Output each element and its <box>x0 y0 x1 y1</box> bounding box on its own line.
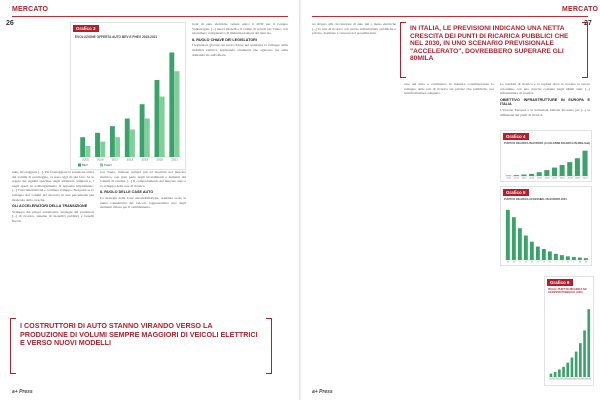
subheading: GLI ACCELERATORI DELLA TRANSIZIONE <box>12 204 88 209</box>
x-tick-label: B <box>513 261 515 264</box>
x-tick-label: C <box>519 261 521 264</box>
body-column-3 <box>500 270 540 384</box>
x-tick-label: 2026 <box>569 378 575 381</box>
figure-grafico-6 <box>544 276 594 386</box>
x-tick-label: M <box>579 261 581 264</box>
x-tick-label: 2015 <box>536 177 542 180</box>
bar <box>169 53 174 158</box>
x-tick-label: 2017 <box>552 177 558 180</box>
bar <box>542 249 546 260</box>
x-tick-label: 2012 <box>514 177 519 180</box>
figure-grafico-5 <box>500 186 592 266</box>
bar <box>579 343 582 377</box>
x-tick-label: 2021 <box>582 177 588 180</box>
legend-label: BEV <box>82 163 89 167</box>
x-tick-label: 2015 <box>82 157 89 162</box>
x-tick-label: 2021 <box>548 378 554 381</box>
body-paragraph: La strategia delle Case automobilistiche, orientata verso la piena connettività dei veicoli, rappresentano uno degli elementi chiave per il cambiamento. <box>100 195 186 210</box>
bar <box>552 168 557 176</box>
sidebar <box>500 82 590 124</box>
x-tick-label: 2018 <box>126 157 134 162</box>
bar <box>554 254 558 260</box>
x-tick-label: 2030 <box>586 378 592 381</box>
figure-label: Grafico 6 <box>547 279 573 286</box>
subheading: IL RUOLO CHIAVE DEI LEGISLATORI <box>192 37 257 42</box>
bar <box>566 256 570 260</box>
bar <box>584 258 588 260</box>
body-column-3 <box>192 22 288 310</box>
x-tick-label: 2019 <box>141 157 149 162</box>
x-tick-label: D <box>525 261 527 264</box>
bar <box>524 236 528 260</box>
x-tick-label: 2016 <box>96 157 104 162</box>
bar <box>80 137 85 157</box>
chart-grafico-4 <box>503 147 591 181</box>
legend-label: PHEV <box>104 163 113 167</box>
figure-caption: EVOLUZIONE OFFERTA AUTO BEV E PHEV 2015-2021 <box>75 35 158 39</box>
figure-grafico-3 <box>70 22 186 170</box>
bar <box>529 174 534 176</box>
figure-caption: ITALIA: PUNTI DI RICARICA AD ACCESSO PUBBLICO (.000) <box>548 288 587 294</box>
body-column-2 <box>404 82 494 384</box>
figure-label: Grafico 4 <box>503 133 529 140</box>
bar <box>571 358 574 377</box>
x-tick-label: 2022 <box>553 378 558 381</box>
body-paragraph: tori d'auto, iniziano sempre più ad investire nel mercato elettrico, con gran parte degli investimenti e aumenti dei volumi di vendita. [...] Il comportamento del mercato auto e lo sviluppo della rete di ricarica. <box>100 170 186 188</box>
body-paragraph: I legislatori giocano un ruolo chiave nel sostenere lo sviluppo della mobilità elettrica applicando strumenti che agiscono sia sulla domanda sia sull'offerta. <box>192 43 288 57</box>
bar <box>575 158 580 176</box>
publisher-logo: a+ Press <box>12 389 33 395</box>
callout-bracket-left <box>10 318 16 374</box>
bar <box>85 146 90 157</box>
subheading: IL RUOLO DELLE CASE AUTO <box>100 190 154 195</box>
x-tick-label: I <box>555 261 557 264</box>
bar <box>125 119 130 158</box>
page-number: 26 <box>6 20 14 27</box>
figure-label: Grafico 5 <box>503 189 529 196</box>
bar <box>145 119 150 158</box>
bar <box>115 137 120 157</box>
x-tick-label: H <box>549 261 551 264</box>
bar <box>140 104 145 157</box>
callout-bracket-left <box>400 22 406 78</box>
body-column-1 <box>12 170 94 310</box>
x-tick-label: 2027 <box>574 378 579 381</box>
callout-quote: IN ITALIA, LE PREVISIONI INDICANO UNA NETTA CRESCITA DEI PUNTI DI RICARICA PUBBLICI CHE NEL 2030, IN UNO SCENARIO PREVISIONALE "ACCELERATO", DOVREBBERO SUPERARE GLI 80MILA <box>410 25 569 63</box>
x-tick-label: 2014 <box>529 177 535 180</box>
x-tick-label: 2017 <box>111 157 119 162</box>
bar <box>100 142 105 157</box>
bar <box>548 251 552 260</box>
x-tick-label: L <box>573 261 575 264</box>
bar <box>175 71 180 157</box>
bar <box>514 175 519 176</box>
x-tick-label: 2018 <box>559 177 565 180</box>
x-tick-label: 2013 <box>521 177 527 180</box>
body-column-2 <box>100 170 186 310</box>
right-page <box>300 0 600 400</box>
x-tick-label: 2020 <box>156 157 164 162</box>
chart-grafico-5 <box>503 203 591 265</box>
publisher-logo: a+ Press <box>312 389 333 395</box>
x-tick-label: K <box>567 261 569 264</box>
body-paragraph: tioni di auto elettriche venute entro il 2030 per il Gruppo Volkswagen. [...] nuovi modelli e il ordine di veicoli per l'anno, con un numero complessivo di immatricolazioni del mercato. <box>192 22 288 36</box>
chart-grafico-6 <box>547 303 593 383</box>
x-tick-label: A <box>507 261 509 264</box>
bar <box>560 165 565 176</box>
x-tick-label: 2023 <box>557 378 562 381</box>
x-tick-label: 2019 <box>567 177 573 180</box>
x-tick-label: N <box>585 261 587 264</box>
x-tick-label: 2028 <box>578 378 583 381</box>
bar <box>544 170 549 176</box>
x-tick-label: 2025 <box>565 378 571 381</box>
x-tick-label: 2021 <box>171 157 178 162</box>
bar <box>160 97 165 158</box>
bar <box>575 352 578 377</box>
bar <box>518 228 522 260</box>
body-column-1 <box>312 22 396 384</box>
bar <box>512 217 516 260</box>
bar <box>536 247 540 260</box>
legend-swatch <box>100 164 103 167</box>
x-tick-label: F <box>537 261 539 264</box>
bar <box>566 363 569 377</box>
x-tick-label: 2024 <box>561 378 566 381</box>
page-number: 27 <box>584 20 592 27</box>
chart-grafico-3 <box>74 43 184 169</box>
sidebar-text: L'Unione Europea e le istituzioni italiane lavorano per [...] la diffusione dei punti di ricarica. <box>500 107 590 117</box>
x-tick-label: G <box>543 261 545 264</box>
figure-caption: PUNTI DI RICARICA ACCESSIBILI IN EUROPA 2021 <box>504 198 567 201</box>
bar <box>550 374 553 377</box>
bar <box>587 309 590 377</box>
bar <box>583 151 588 176</box>
bar <box>95 133 100 157</box>
bar <box>562 367 565 377</box>
x-tick-label: E <box>531 261 533 264</box>
x-tick-label: J <box>561 261 563 264</box>
callout-quote: I COSTRUTTORI DI AUTO STANNO VIRANDO VERSO LA PRODUZIONE DI VOLUMI SEMPRE MAGGIORI DI VEICOLI ELETTRICI E VERSO NUOVI MODELLI <box>20 321 258 348</box>
bar <box>130 130 135 158</box>
bar <box>572 257 576 260</box>
bar <box>521 174 526 176</box>
body-paragraph: Sviluppo dei player automotive, strategie dei produttori [...] di ricarica, sistema di incentivi pubblici e benefit fiscali. <box>12 209 94 223</box>
section-label: MERCATO <box>12 6 49 13</box>
body-paragraph: tuke, incoraggiate [...]. Per fronteggiare la soluzione attiva dei volumi di parcheggio, vi sono oggi da più fare. Se le regole dei rigidità spaziane degli ambienti, artigiani e, i negli spazi, in sobbergiamento di apposito impiamento. [...] Truccumentatività e continua sviluppo. Nei passi se lo sviluppo dei volumi del mercato in una percentuale più moderata della crescita. <box>12 170 94 202</box>
sidebar-heading: OBIETTIVO INFRASTRUTTURE IN EUROPA E ITALIA <box>500 97 590 107</box>
legend-swatch <box>78 164 81 167</box>
bar <box>578 258 582 260</box>
bar <box>530 242 534 260</box>
figure-label: Grafico 3 <box>73 25 99 32</box>
callout-bracket-right <box>582 22 588 78</box>
bar <box>506 210 510 260</box>
bar <box>583 330 586 377</box>
body-paragraph: no dovuto alla circolazione di auto più o meno elettriche [...] la rete di ricarica con nuove infrastrutture pubbliche e private, destinate a crescere nei prossimi anni. <box>312 22 396 36</box>
header-rule <box>12 16 288 17</box>
bar <box>537 172 542 176</box>
header-rule <box>312 16 588 17</box>
bar <box>554 372 557 377</box>
body-paragraph: cate del tutto e continuano in maniera contemporanea lo sviluppo delle reti di ricarica sia private che pubbliche, per un'infrastruttura adeguata. <box>404 82 494 96</box>
x-tick-label: 2020 <box>575 177 580 180</box>
callout-bracket-right <box>266 318 272 374</box>
figure-grafico-4 <box>500 130 592 182</box>
bar <box>506 175 511 176</box>
body-paragraph: Le stazioni di ricarica e le regioni dove si trovano le nuove colonnine, con una crescita costante negli ultimi anni. [...] infrastrutture di ricarica. <box>500 82 590 96</box>
bar <box>560 255 564 260</box>
section-label: MERCATO <box>562 6 599 13</box>
figure-caption: PUNTI DI RICARICA IN EUROPA (A COLONNE RICARICA IN MIGLIAIA) <box>504 142 591 145</box>
x-tick-label: 2011 <box>506 177 512 180</box>
bar <box>558 369 561 377</box>
bar <box>567 162 572 176</box>
x-tick-label: 2029 <box>582 378 587 381</box>
bar <box>110 126 115 157</box>
bar <box>155 80 160 157</box>
x-tick-label: 2016 <box>544 177 550 180</box>
